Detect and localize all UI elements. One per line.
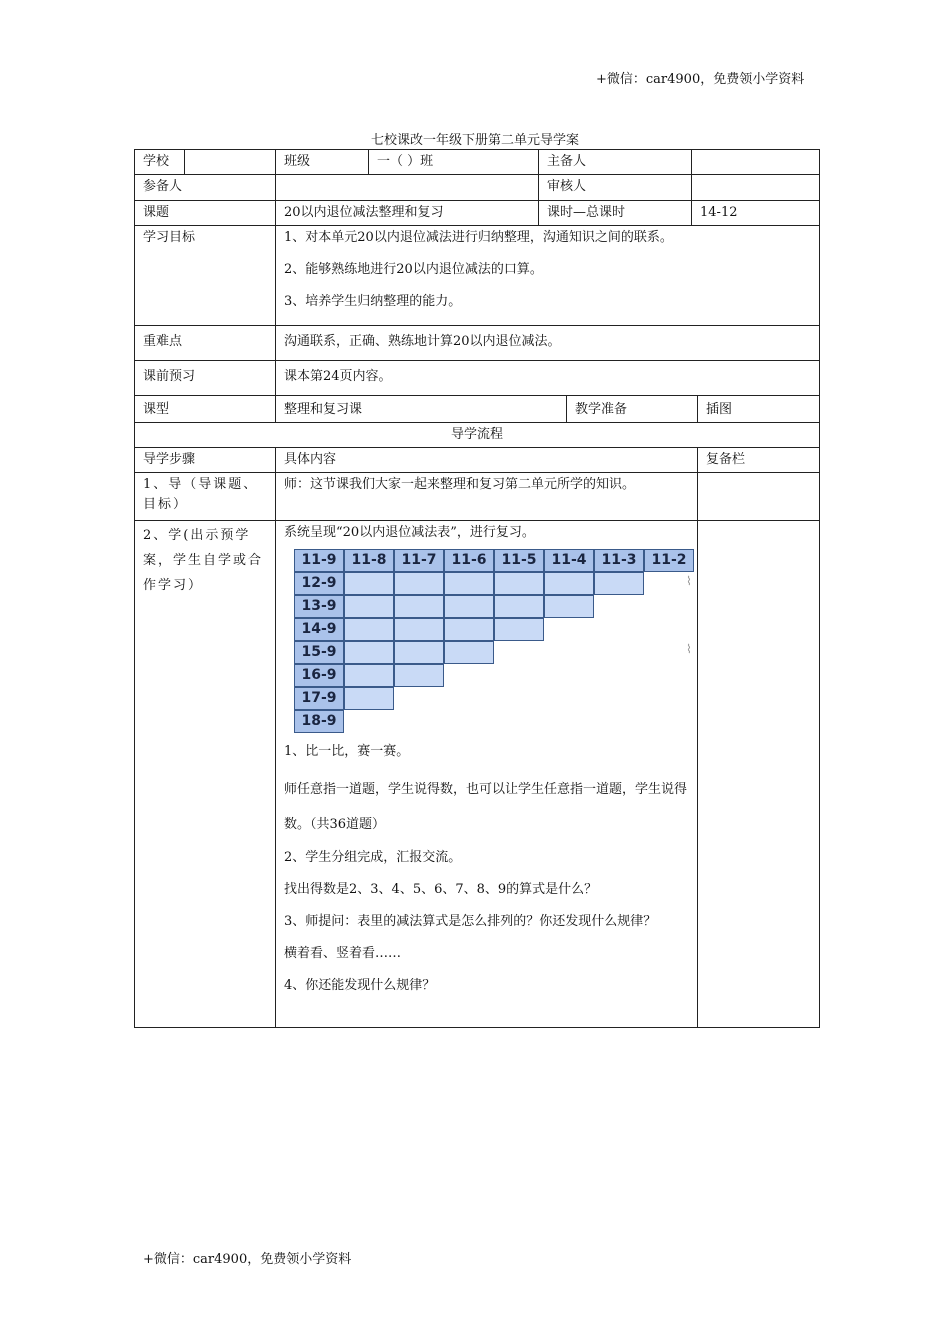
grid-empty-cell [394,595,444,618]
preview-value: 课本第24页内容。 [276,361,820,396]
grid-row-label: 14-9 [294,618,344,641]
participants-value [276,175,539,201]
grid-empty-cell [344,572,394,595]
scan-mark: ⌇ [686,574,692,588]
grid-header-cell: 11-6 [444,549,494,572]
grid-header-cell: 11-5 [494,549,544,572]
goals-content [276,226,820,326]
participants-label: 参备人 [135,175,276,201]
lead-label: 主备人 [539,150,692,175]
grid-empty-cell [444,572,494,595]
type-label: 课型 [135,396,276,423]
goals-label: 学习目标 [135,226,276,326]
step2-intro: 系统呈现“20以内退位减法表”，进行复习。 [284,525,535,540]
step1-content: 师：这节课我们大家一起来整理和复习第二单元所学的知识。 [276,473,698,521]
step2-line: 1、比一比，赛一赛。 [284,744,410,759]
step2-notes [698,521,820,1028]
grid-row-label: 13-9 [294,595,344,618]
grid-row-label: 16-9 [294,664,344,687]
class-label: 班级 [276,150,369,175]
prep-label: 教学准备 [567,396,698,423]
grid-empty-cell [344,595,394,618]
grid-empty-cell [494,618,544,641]
preview-label: 课前预习 [135,361,276,396]
school-value [185,150,276,175]
grid-empty-cell [344,664,394,687]
step2-content [276,521,698,1028]
document-title: 七校课改一年级下册第二单元导学案 [370,133,579,148]
lead-value [692,150,820,175]
step2-line: 2、学生分组完成，汇报交流。 [284,850,462,865]
grid-empty-cell [344,618,394,641]
prep-value: 插图 [698,396,820,423]
grid-row-label: 12-9 [294,572,344,595]
step2-label: 2、学(出示预学案，学生自学或合作学习） [135,521,276,1028]
step2-line: 4、你还能发现什么规律？ [284,978,436,993]
grid-empty-cell [444,618,494,641]
scan-mark: ⌇ [686,642,692,656]
lesson-plan-table [134,149,820,1028]
reviewer-value [692,175,820,201]
grid-header-cell: 11-2 [644,549,694,572]
grid-row-label: 17-9 [294,687,344,710]
watermark-top: +微信：car4900，免费领小学资料 [596,72,805,87]
grid-empty-cell [344,641,394,664]
grid-header-cell: 11-4 [544,549,594,572]
step1-notes [698,473,820,521]
period-value: 14-12 [692,201,820,226]
step2-line: 师任意指一道题，学生说得数，也可以让学生任意指一道题，学生说得数。（共36道题） [284,782,688,832]
reviewer-label: 审核人 [539,175,692,201]
step2-line: 横着看、竖着看…… [284,946,402,961]
grid-row-label: 15-9 [294,641,344,664]
subtraction-table [294,549,694,734]
grid-empty-cell [494,572,544,595]
grid-row-label: 18-9 [294,710,344,733]
grid-empty-cell [344,687,394,710]
grid-header-cell: 11-3 [594,549,644,572]
grid-empty-cell [444,641,494,664]
class-value: 一（ ）班 [369,150,539,175]
school-label: 学校 [135,150,185,175]
grid-empty-cell [394,664,444,687]
period-label: 课时—总课时 [539,201,692,226]
difficulty-value: 沟通联系，正确、熟练地计算20以内退位减法。 [276,326,820,361]
col-step-header: 导学步骤 [135,448,276,473]
step1-label: 1、导（导课题、目标） [135,473,276,521]
goal-item: 1、对本单元20以内退位减法进行归纳整理，沟通知识之间的联系。 [284,230,673,245]
grid-header-cell: 11-7 [394,549,444,572]
col-content-header: 具体内容 [276,448,698,473]
grid-empty-cell [544,595,594,618]
goal-item: 3、培养学生归纳整理的能力。 [284,294,462,309]
goal-item: 2、能够熟练地进行20以内退位减法的口算。 [284,262,543,277]
topic-label: 课题 [135,201,276,226]
grid-empty-cell [394,572,444,595]
grid-empty-cell [394,618,444,641]
grid-empty-cell [494,595,544,618]
col-notes-header: 复备栏 [698,448,820,473]
grid-header-cell: 11-9 [294,549,344,572]
type-value: 整理和复习课 [276,396,567,423]
grid-header-cell: 11-8 [344,549,394,572]
grid-empty-cell [444,595,494,618]
difficulty-label: 重难点 [135,326,276,361]
grid-empty-cell [544,572,594,595]
topic-value: 20以内退位减法整理和复习 [276,201,539,226]
step2-line: 3、师提问：表里的减法算式是怎么排列的？你还发现什么规律？ [284,914,657,929]
grid-empty-cell [594,572,644,595]
watermark-bottom: +微信：car4900，免费领小学资料 [143,1252,352,1267]
step2-line: 找出得数是2、3、4、5、6、7、8、9的算式是什么？ [284,882,598,897]
flow-title: 导学流程 [135,423,820,448]
grid-empty-cell [394,641,444,664]
